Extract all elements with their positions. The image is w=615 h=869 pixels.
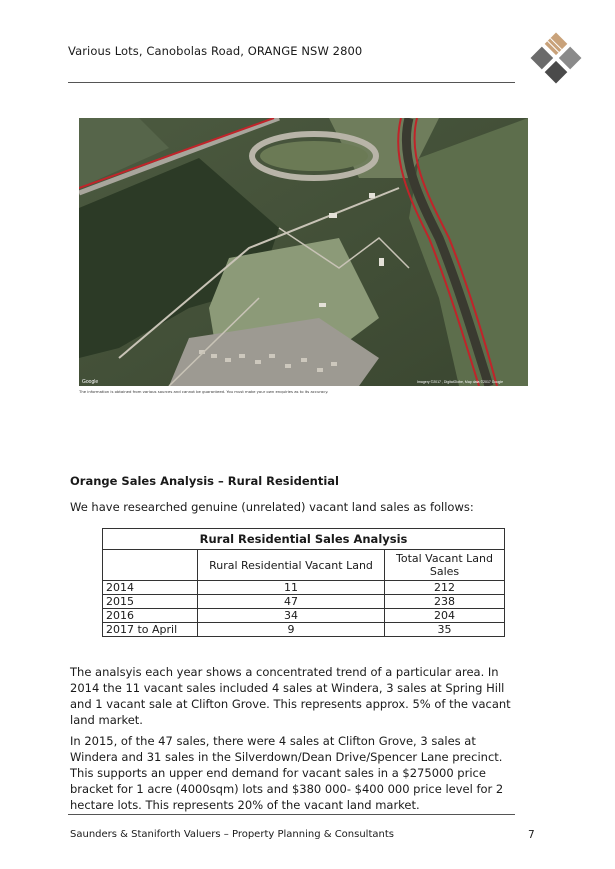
header-rule <box>68 82 515 83</box>
map-imagery-credit: Imagery ©2017 , DigitalGlobe, Map data ©2017 Google <box>417 380 504 384</box>
row-year: 2016 <box>103 609 198 623</box>
row-total: 238 <box>385 595 505 609</box>
row-total: 212 <box>385 581 505 595</box>
page-header-title: Various Lots, Canobolas Road, ORANGE NSW 2800 <box>68 44 363 58</box>
table-title: Rural Residential Sales Analysis <box>103 529 505 550</box>
page-number: 7 <box>528 829 535 841</box>
row-year: 2015 <box>103 595 198 609</box>
map-disclaimer: The information is obtained from various sources and cannot be guaranteed. You must make your own enquiries as to its accuracy. <box>79 389 329 394</box>
table-row <box>103 581 505 595</box>
table-row <box>103 595 505 609</box>
row-year: 2017 to April <box>103 623 198 637</box>
row-year: 2014 <box>103 581 198 595</box>
table-header-total: Total Vacant Land Sales <box>385 550 505 581</box>
row-rural: 34 <box>198 609 385 623</box>
company-logo <box>527 27 585 89</box>
row-rural: 9 <box>198 623 385 637</box>
table-header-year <box>103 550 198 581</box>
table-row <box>103 623 505 637</box>
row-total: 204 <box>385 609 505 623</box>
aerial-map-image <box>79 118 528 386</box>
footer-rule <box>68 814 515 815</box>
section-heading: Orange Sales Analysis – Rural Residential <box>70 474 339 488</box>
sales-analysis-table <box>102 528 505 637</box>
paragraph-2015-analysis: In 2015, of the 47 sales, there were 4 sales at Clifton Grove, 3 sales at Windera and 31 sales in the Silverdown/Dean Drive/Spencer Lane precinct. This supports an upper end demand for vacant sales in a $275000 price bracket for 1 acre (4000sqm) lots and $380 000- $400 000 price level for 2 hectare lots. This represents 20% of the vacant land market. <box>70 734 504 812</box>
table-row <box>103 609 505 623</box>
row-total: 35 <box>385 623 505 637</box>
table-header-rural: Rural Residential Vacant Land <box>198 550 385 581</box>
section-intro: We have researched genuine (unrelated) vacant land sales as follows: <box>70 500 474 514</box>
footer-firm-name: Saunders & Staniforth Valuers – Property Planning & Consultants <box>70 829 394 840</box>
row-rural: 47 <box>198 595 385 609</box>
svg-text:Google: Google <box>82 379 99 385</box>
paragraph-2014-analysis: The analsyis each year shows a concentrated trend of a particular area. In 2014 the 11 vacant sales included 4 sales at Windera, 3 sales at Spring Hill and 1 vacant sale at Clifton Grove. This represents approx. 5% of the vacant land market. <box>70 665 511 727</box>
row-rural: 11 <box>198 581 385 595</box>
